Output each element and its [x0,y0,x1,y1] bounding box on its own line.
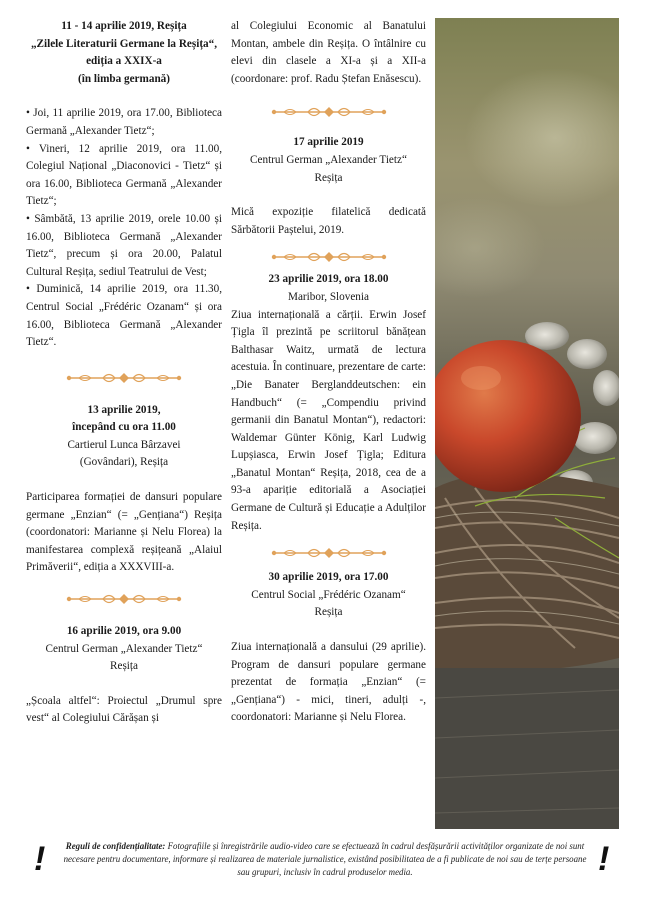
event-description: „Școala altfel“: Proiectul „Drumul spre vest“ al Colegiului Cărășan și [26,694,222,725]
easter-egg-photo [435,18,619,829]
event-header-literature-days [26,18,222,88]
event-place: Centrul Social „Frédéric Ozanam“ [251,588,406,601]
event-description: Participarea formației de dansuri populare germane „Enzian“ (= „Gențiana“) Reșița (coordonatori: Marianne și Nelu Florea) la manifestarea complexă reșițeană „Alaiul Primăverii“, ediția a XXXVIII-a. [26,491,222,574]
ornament-divider [65,370,183,386]
event-date: 13 aprilie 2019, [87,403,161,416]
event-place: Reșița [110,660,138,673]
privacy-footer [0,836,646,896]
event-place: Centrul German „Alexander Tietz“ [250,153,407,166]
event-date: 16 aprilie 2019, ora 9.00 [66,625,182,638]
easter-nest-image [435,18,619,829]
event-time: începând cu ora 11.00 [72,421,176,434]
privacy-notice [58,840,592,879]
list-item: • Duminică, 14 aprilie 2019, ora 11.30, Centrul Social „Frédéric Ozanam“ și ora 16.00, Biblioteca Germană „Alexander Tietz“. [26,283,222,349]
event-description: Ziua internațională a cărții. Erwin Josef Țigla îl prezintă pe scriitorul bănățean Balthasar Waitz, urmată de lectura acestuia. În continuare, prezentare de carte: „Die Banater Berglanddeutschen: ein Handbuch“ (= „Compendiu privind germanii din Banatul Montan“), redactori: Waldemar Günter König, Karl Ludwig Lupșiasca, Erwin Josef Țigla; Editura „Banatul Montan“ Reșița, 2018, cea de a 93-a apariție editorială a Asociației Germane de Cultură și Educație a Adulților Reșița. [231,308,426,532]
list-item: • Vineri, 12 aprilie 2019, ora 11.00, Colegiul Național „Diaconovici - Tietz“ și ora 16.00, Biblioteca Germană „Alexander Tietz“; [26,142,222,208]
event-description: Ziua internațională a dansului (29 aprilie). Program de dansuri populare germane prezentat de formația „Enzian“ (= „Gențiana“) - mici, tineri, adulți -, coordonatori: Marianne și Nelu Florea. [231,641,426,724]
event-description: Mică expoziție filatelică dedicată Sărbătorii Paștelui, 2019. [231,206,426,236]
exclamation-icon: ! [598,840,610,878]
event-place: Reșița [314,171,343,184]
event-date: 23 aprilie 2019, ora 18.00 [268,273,389,286]
ornament-divider [65,591,183,607]
ornament-divider [270,249,388,265]
list-item: • Joi, 11 aprilie 2019, ora 17.00, Biblioteca Germană „Alexander Tietz“; [26,107,222,137]
event-header-book-day [231,271,426,306]
event-place: Cartierul Lunca Bârzavei [67,438,181,451]
event-header-dance [26,402,222,472]
event-language: (în limba germană) [78,72,170,85]
event-date: 11 - 14 aprilie 2019, Reșița [61,20,187,32]
event-place: (Govândari), Reșița [79,456,169,469]
event-header-stamps [231,134,426,187]
event-title: „Zilele Literaturii Germane la Reșița“, ediția a XXIX-a [30,37,218,68]
event-date: 30 aprilie 2019, ora 17.00 [268,571,389,584]
list-item: • Sâmbătă, 13 aprilie 2019, orele 10.00 și 16.00, Biblioteca Germană „Alexander Tietz“, precum și ora 20.00, Palatul Cultural Reșița, sediul Teatrului de Vest; [26,212,222,278]
event-header-dance-day [231,569,426,622]
event-description-continuation: al Colegiului Economic al Banatului Montan, ambele din Reșița. O întâlnire cu elevi din clasele a XI-a și a XII-a (coordonare: prof. Radu Ștefan Enăsescu). [231,20,426,85]
ornament-divider [270,545,388,561]
exclamation-icon: ! [34,840,46,878]
event-header-school [26,623,222,676]
privacy-label: Reguli de confidențialitate: [65,841,166,851]
ornament-divider [270,104,388,120]
middle-column [231,18,426,727]
event-place: Maribor, Slovenia [288,290,369,303]
event-date: 17 aprilie 2019 [293,136,364,149]
left-column [26,18,222,728]
event-place: Centrul German „Alexander Tietz“ [45,642,203,655]
event-place: Reșița [314,606,343,619]
privacy-text: Fotografiile și înregistrările audio-video care se efectuează în cadrul desfășurării activităților organizate de noi sunt necesare pentru documentare, informare și realizarea de materiale jurnalistice, existând posibilitatea de a fi publicate de noi sau de terțe persoane sau grupuri, inclusiv în cadrul produselor media. [63,841,587,877]
